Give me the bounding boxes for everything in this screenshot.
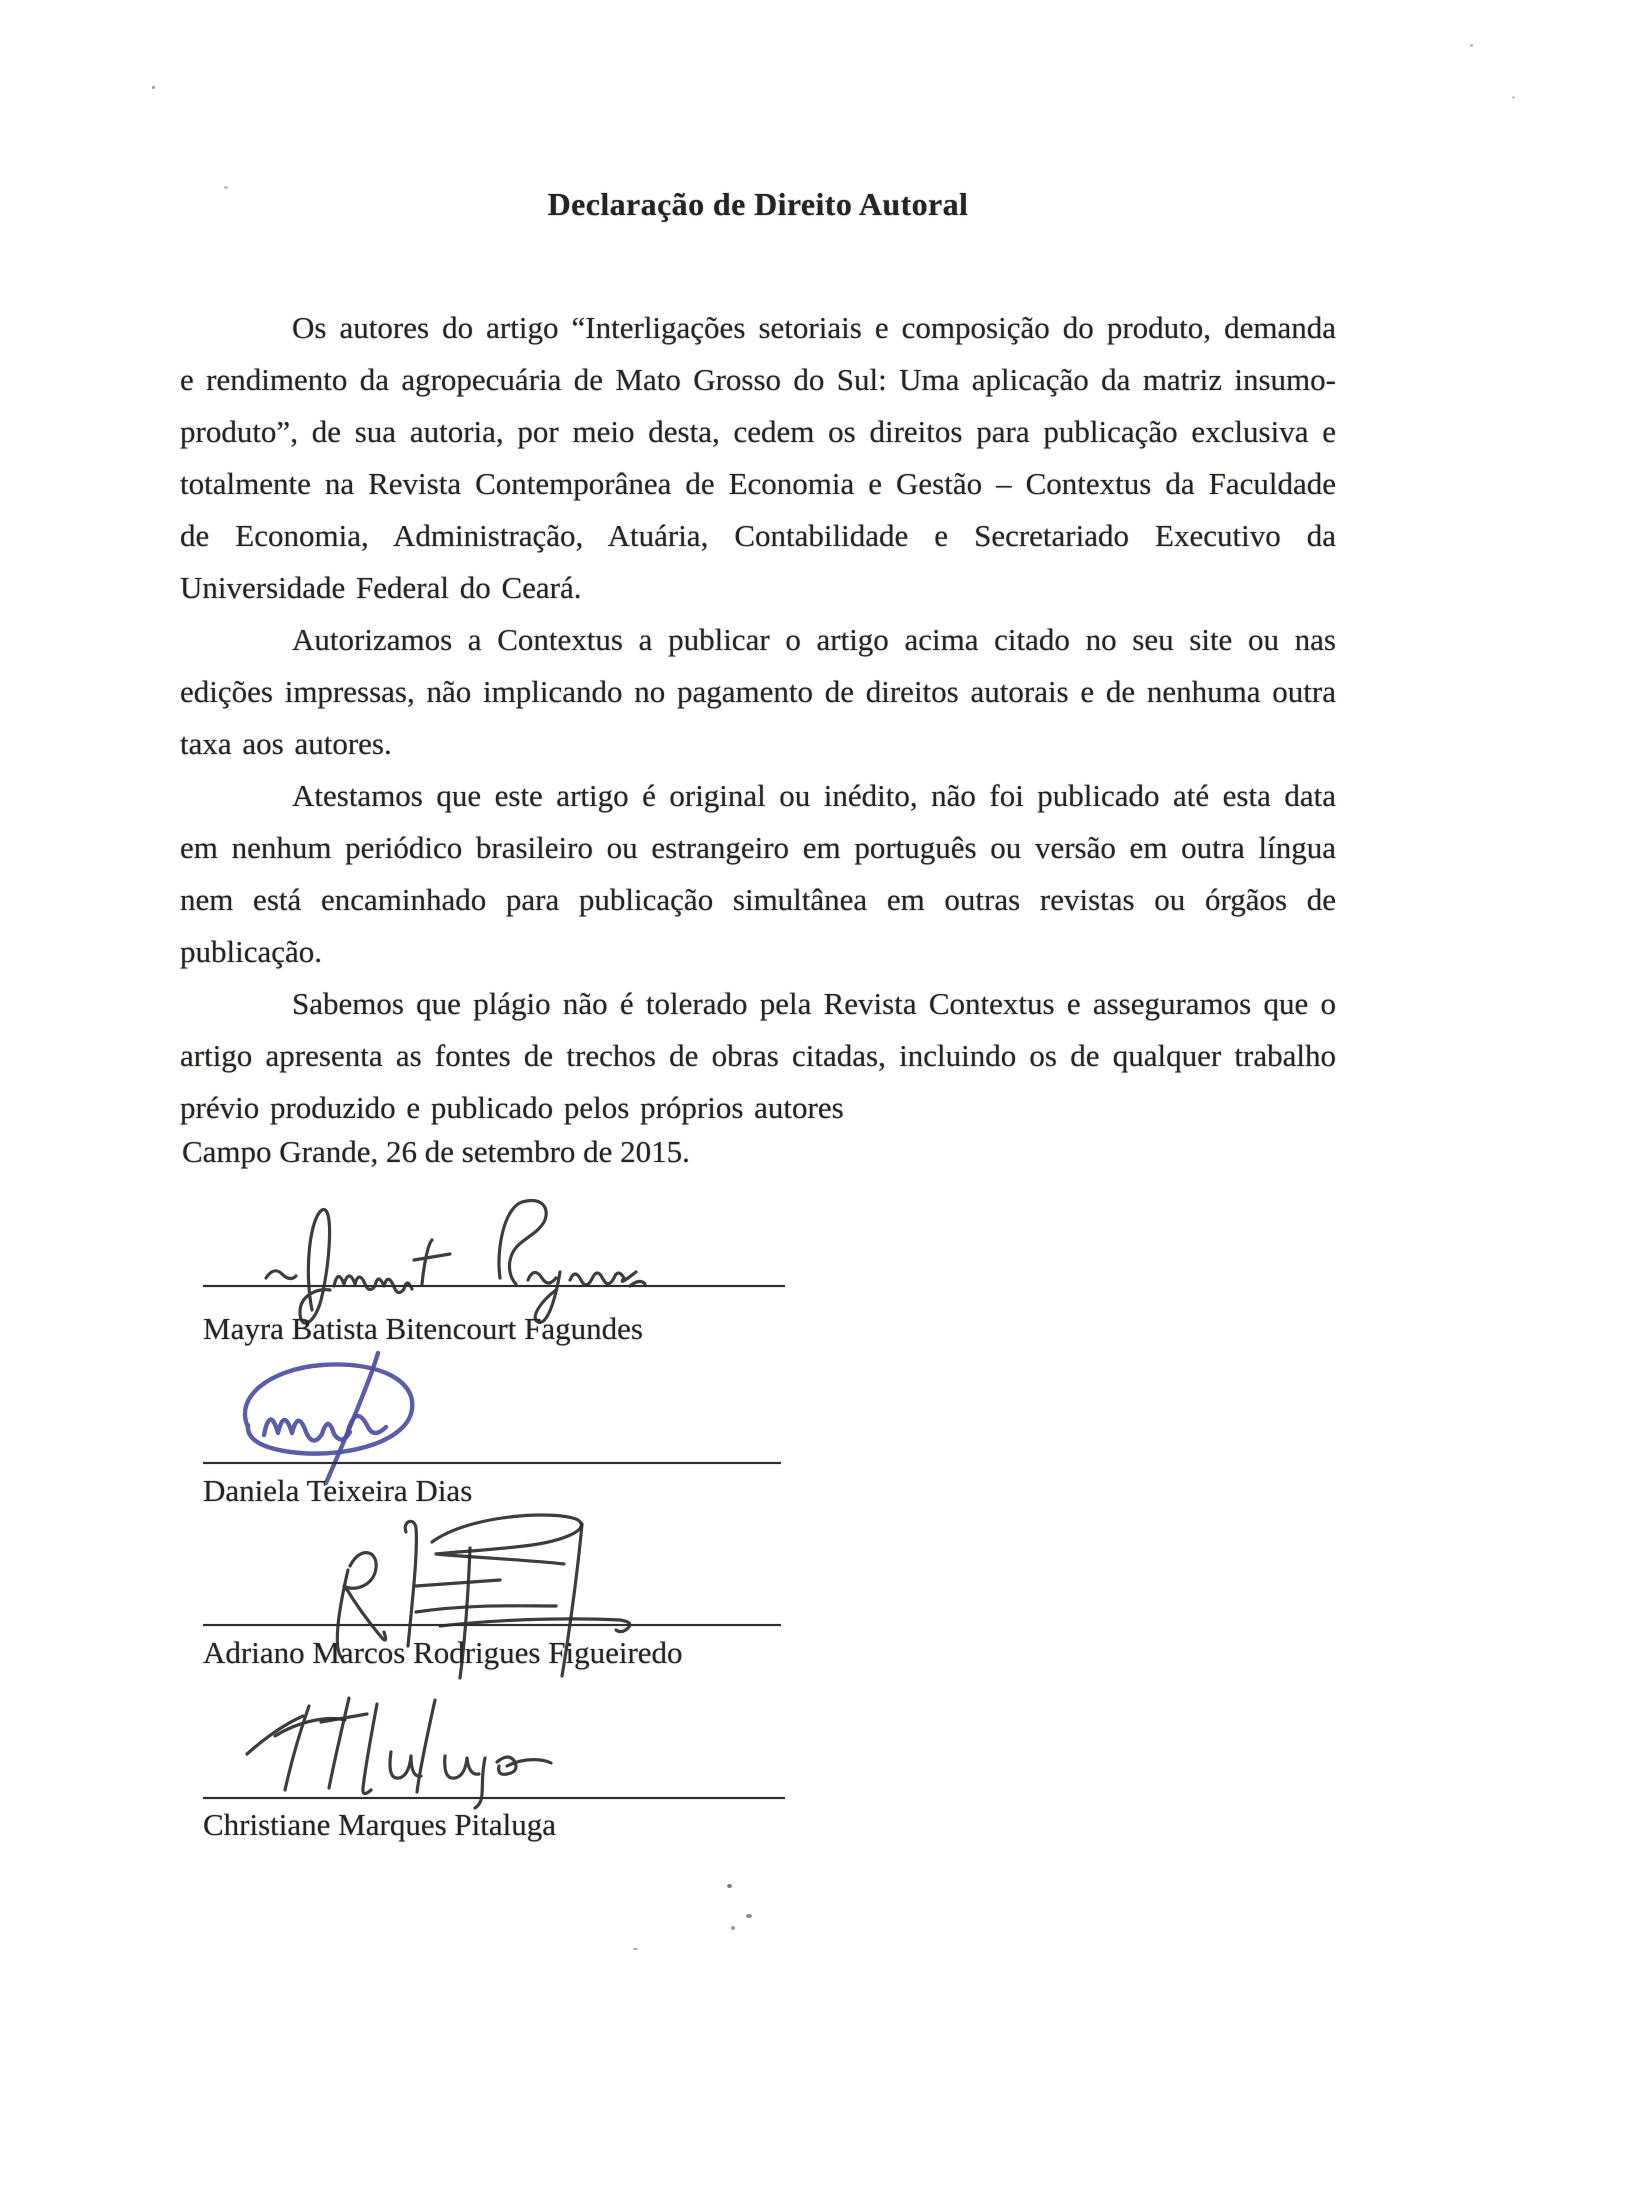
signature-line [203,1462,781,1464]
scan-speck [727,1884,732,1888]
scan-speck [1512,96,1515,99]
declaration-paragraph-3: Atestamos que este artigo é original ou inédito, não foi publicado até esta data em nenhum periódico brasileiro ou estrangeiro em português ou versão em outra língua nem está encaminhado para publicação simultânea em outras revistas ou órgãos de publicação. [180,778,1336,969]
date-line: Campo Grande, 26 de setembro de 2015. [182,1134,690,1169]
declaration-paragraph-4: Sabemos que plágio não é tolerado pela Revista Contextus e asseguramos que o artigo apresenta as fontes de trechos de obras citadas, incluindo os de qualquer trabalho prévio produzido e publicado pelos próprios autores [180,986,1336,1125]
scan-speck [731,1926,735,1930]
scan-speck [152,86,155,89]
signatory-name: Adriano Marcos Rodrigues Figueiredo [203,1635,683,1670]
signature-block-3 [200,1500,800,1700]
signature-block-4 [200,1680,800,1860]
scan-speck [1470,44,1473,47]
declaration-paragraph-1: Os autores do artigo “Interligações setoriais e composição do produto, demanda e rendimento da agropecuária de Mato Grosso do Sul: Uma aplicação da matriz insumo-produto”, de sua autoria, por meio desta, cedem os direitos para publicação exclusiva e totalmente na Revista Contemporânea de Economia e Gestão – Contextus da Faculdade de Economia, Administração, Atuária, Contabilidade e Secretariado Executivo da Universidade Federal do Ceará. [180,310,1336,605]
document-body [180,302,1336,1134]
signature-line [203,1797,785,1799]
signature-ink-handwritten [245,1692,560,1812]
signatory-name: Daniela Teixeira Dias [203,1473,473,1508]
scan-speck [633,1948,638,1950]
signature-block-2 [200,1345,800,1525]
signatory-name: Christiane Marques Pitaluga [203,1807,556,1842]
document-title: Declaração de Direito Autoral [547,186,969,222]
signatory-name: Mayra Batista Bitencourt Fagundes [203,1311,643,1346]
signature-line [203,1285,785,1287]
signature-line [203,1624,781,1626]
declaration-paragraph-2: Autorizamos a Contextus a publicar o artigo acima citado no seu site ou nas edições impressas, não implicando no pagamento de direitos autorais e de nenhuma outra taxa aos autores. [180,622,1336,761]
signature-ink-handwritten [230,1353,435,1493]
signature-block-1 [200,1165,800,1365]
scan-speck [746,1914,752,1918]
